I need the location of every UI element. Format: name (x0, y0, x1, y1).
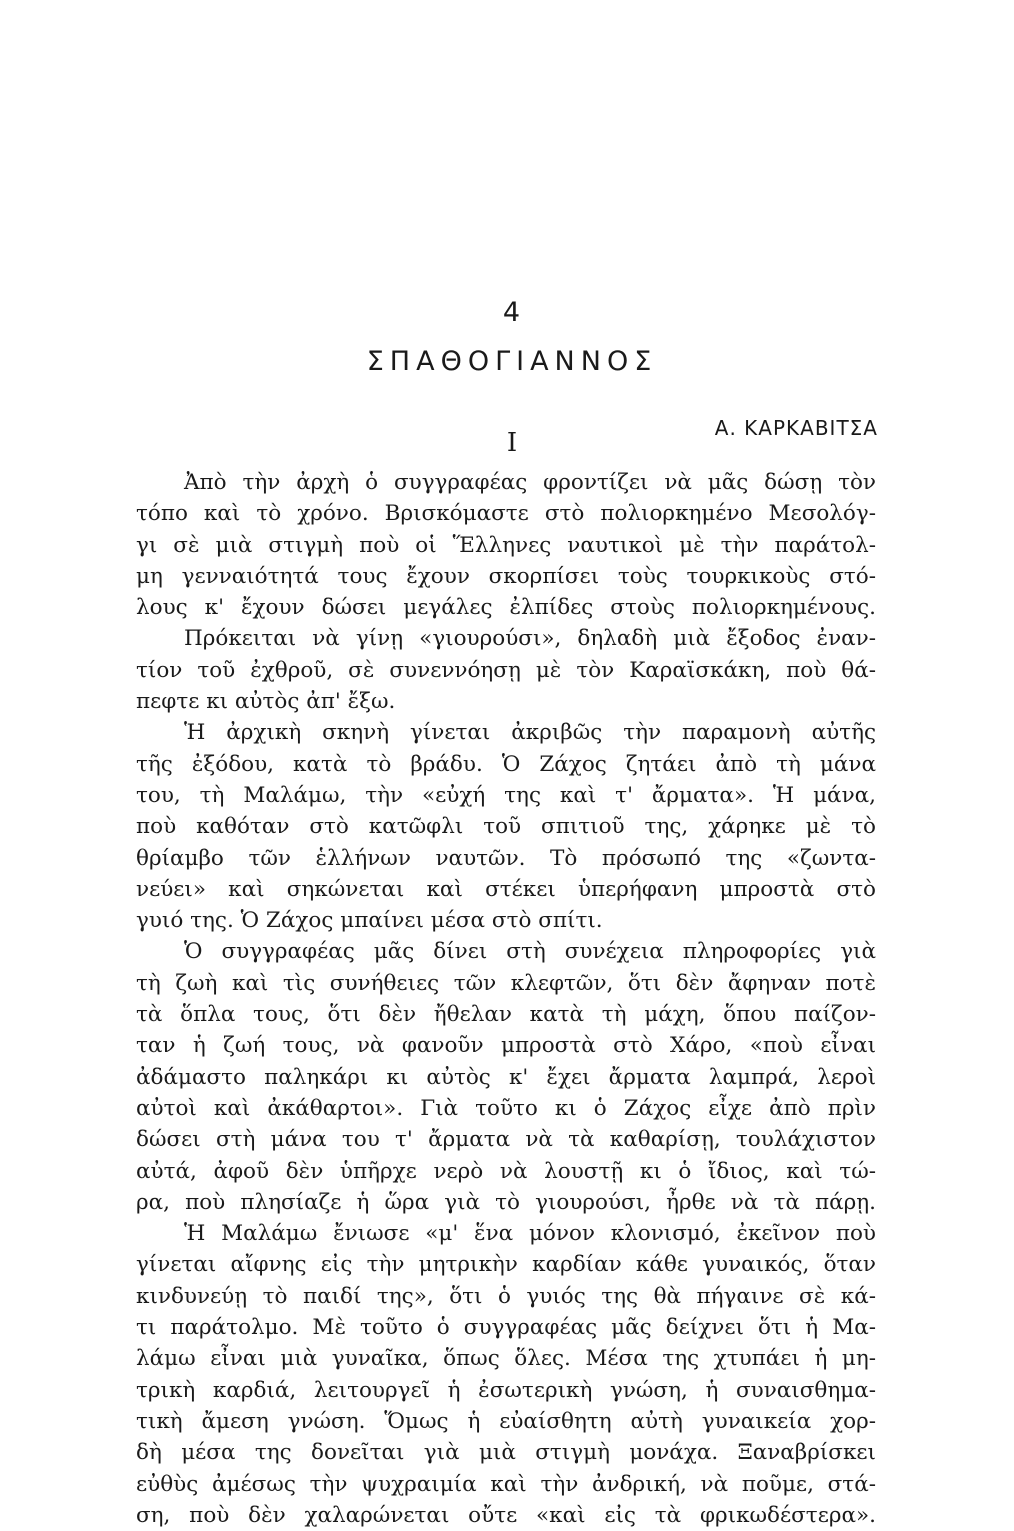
body-text (136, 467, 876, 1531)
chapter-title: ΣΠΑΘΟΓΙΑΝΝΟΣ (366, 346, 658, 377)
text-line: λάμω εἶναι μιὰ γυναῖκα, ὅπως ὅλες. Μέσα της χτυπάει ἡ μη- (136, 1346, 876, 1372)
section-numeral: I (506, 428, 518, 458)
text-line: δώσει στὴ μάνα του τ' ἄρματα νὰ τὰ καθαρίσῃ, τουλάχιστον (136, 1127, 876, 1153)
text-line: αὐτοὶ καὶ ἀκάθαρτοι». Γιὰ τοῦτο κι ὁ Ζάχος εἶχε ἀπὸ πρὶν (136, 1095, 876, 1121)
text-line: νεύει» καὶ σηκώνεται καὶ στέκει ὑπερήφανη μπροστὰ στὸ (136, 876, 876, 902)
text-line: ποὺ καθόταν στὸ κατῶφλι τοῦ σπιτιοῦ της, χάρηκε μὲ τὸ (136, 814, 876, 840)
text-line: κινδυνεύῃ τὸ παιδί της», ὅτι ὁ γυιός της θὰ πήγαινε σὲ κά- (136, 1283, 876, 1309)
text-line: του, τὴ Μαλάμω, τὴν «εὐχή της καὶ τ' ἄρματα». Ἡ μάνα, (136, 782, 876, 808)
text-line: εὐθὺς ἀμέσως τὴν ψυχραιμία καὶ τὴν ἀνδρική, νὰ ποῦμε, στά- (136, 1471, 876, 1497)
text-line: μη γενναιότητά τους ἔχουν σκορπίσει τοὺς τουρκικοὺς στό- (136, 563, 876, 589)
text-line: Ἡ ἀρχικὴ σκηνὴ γίνεται ἀκριβῶς τὴν παραμονὴ αὐτῆς (184, 720, 876, 746)
text-line: Πρόκειται νὰ γίνῃ «γιουρούσι», δηλαδὴ μιὰ ἔξοδος ἐναν- (184, 626, 876, 652)
text-line: ση, ποὺ δὲν χαλαρώνεται οὔτε «καὶ εἰς τὰ φρικωδέστερα». (136, 1502, 876, 1528)
text-line: τῆς ἐξόδου, κατὰ τὸ βράδυ. Ὁ Ζάχος ζητάει ἀπὸ τὴ μάνα (136, 751, 876, 777)
text-line: γυιό της. Ὁ Ζάχος μπαίνει μέσα στὸ σπίτι. (136, 908, 603, 934)
text-line: τόπο καὶ τὸ χρόνο. Βρισκόμαστε στὸ πολιορκημένο Μεσολόγ- (136, 501, 876, 527)
text-line: ρα, ποὺ πλησίαζε ἡ ὥρα γιὰ τὸ γιουρούσι, ἦρθε νὰ τὰ πάρῃ. (136, 1189, 876, 1215)
text-line: πεφτε κι αὐτὸς ἀπ' ἔξω. (136, 689, 396, 715)
text-line: τι παράτολμο. Μὲ τοῦτο ὁ συγγραφέας μᾶς δείχνει ὅτι ἡ Μα- (136, 1315, 876, 1341)
text-line: γι σὲ μιὰ στιγμὴ ποὺ οἱ Ἕλληνες ναυτικοὶ μὲ τὴν παράτολ- (136, 532, 876, 558)
text-line: λους κ' ἔχουν δώσει μεγάλες ἐλπίδες στοὺς πολιορκημένους. (136, 595, 876, 621)
text-line: τὰ ὅπλα τους, ὅτι δὲν ἤθελαν κατὰ τὴ μάχη, ὅπου παίζον- (136, 1002, 876, 1028)
author-name: Α. ΚΑΡΚΑΒΙΤΣΑ (714, 416, 878, 440)
text-line: Ἡ Μαλάμω ἔνιωσε «μ' ἕνα μόνον κλονισμό, ἐκεῖνον ποὺ (184, 1221, 876, 1247)
text-line: τὴ ζωὴ καὶ τὶς συνήθειες τῶν κλεφτῶν, ὅτι δὲν ἄφηναν ποτὲ (136, 970, 876, 996)
text-line: γίνεται αἴφνης εἰς τὴν μητρικὴν καρδίαν κάθε γυναικός, ὅταν (136, 1252, 876, 1278)
chapter-number: 4 (502, 297, 522, 328)
text-line: τικὴ ἄμεση γνώση. Ὅμως ἡ εὐαίσθητη αὐτὴ γυναικεία χορ- (136, 1408, 876, 1434)
text-line: Ὁ συγγραφέας μᾶς δίνει στὴ συνέχεια πληροφορίες γιὰ (184, 939, 876, 965)
text-line: αὐτά, ἀφοῦ δὲν ὑπῆρχε νερὸ νὰ λουστῇ κι ὁ ἴδιος, καὶ τώ- (136, 1158, 876, 1184)
text-line: θρίαμβο τῶν ἑλλήνων ναυτῶν. Τὸ πρόσωπό της «ζωντα- (136, 845, 876, 871)
text-line: τίον τοῦ ἐχθροῦ, σὲ συνεννόησῃ μὲ τὸν Καραϊσκάκη, ποὺ θά- (136, 657, 876, 683)
text-line: ταν ἡ ζωή τους, νὰ φανοῦν μπροστὰ στὸ Χάρο, «ποὺ εἶναι (136, 1033, 876, 1059)
text-line: δὴ μέσα της δονεῖται γιὰ μιὰ στιγμὴ μονάχα. Ξαναβρίσκει (136, 1440, 876, 1466)
text-line: Ἀπὸ τὴν ἀρχὴ ὁ συγγραφέας φροντίζει νὰ μᾶς δώσῃ τὸν (184, 470, 876, 495)
text-line: ἀδάμαστο παληκάρι κι αὐτὸς κ' ἔχει ἄρματα λαμπρά, λεροὶ (136, 1064, 876, 1090)
text-line: τρικὴ καρδιά, λειτουργεῖ ἡ ἐσωτερικὴ γνώση, ἡ συναισθημα- (136, 1377, 876, 1403)
